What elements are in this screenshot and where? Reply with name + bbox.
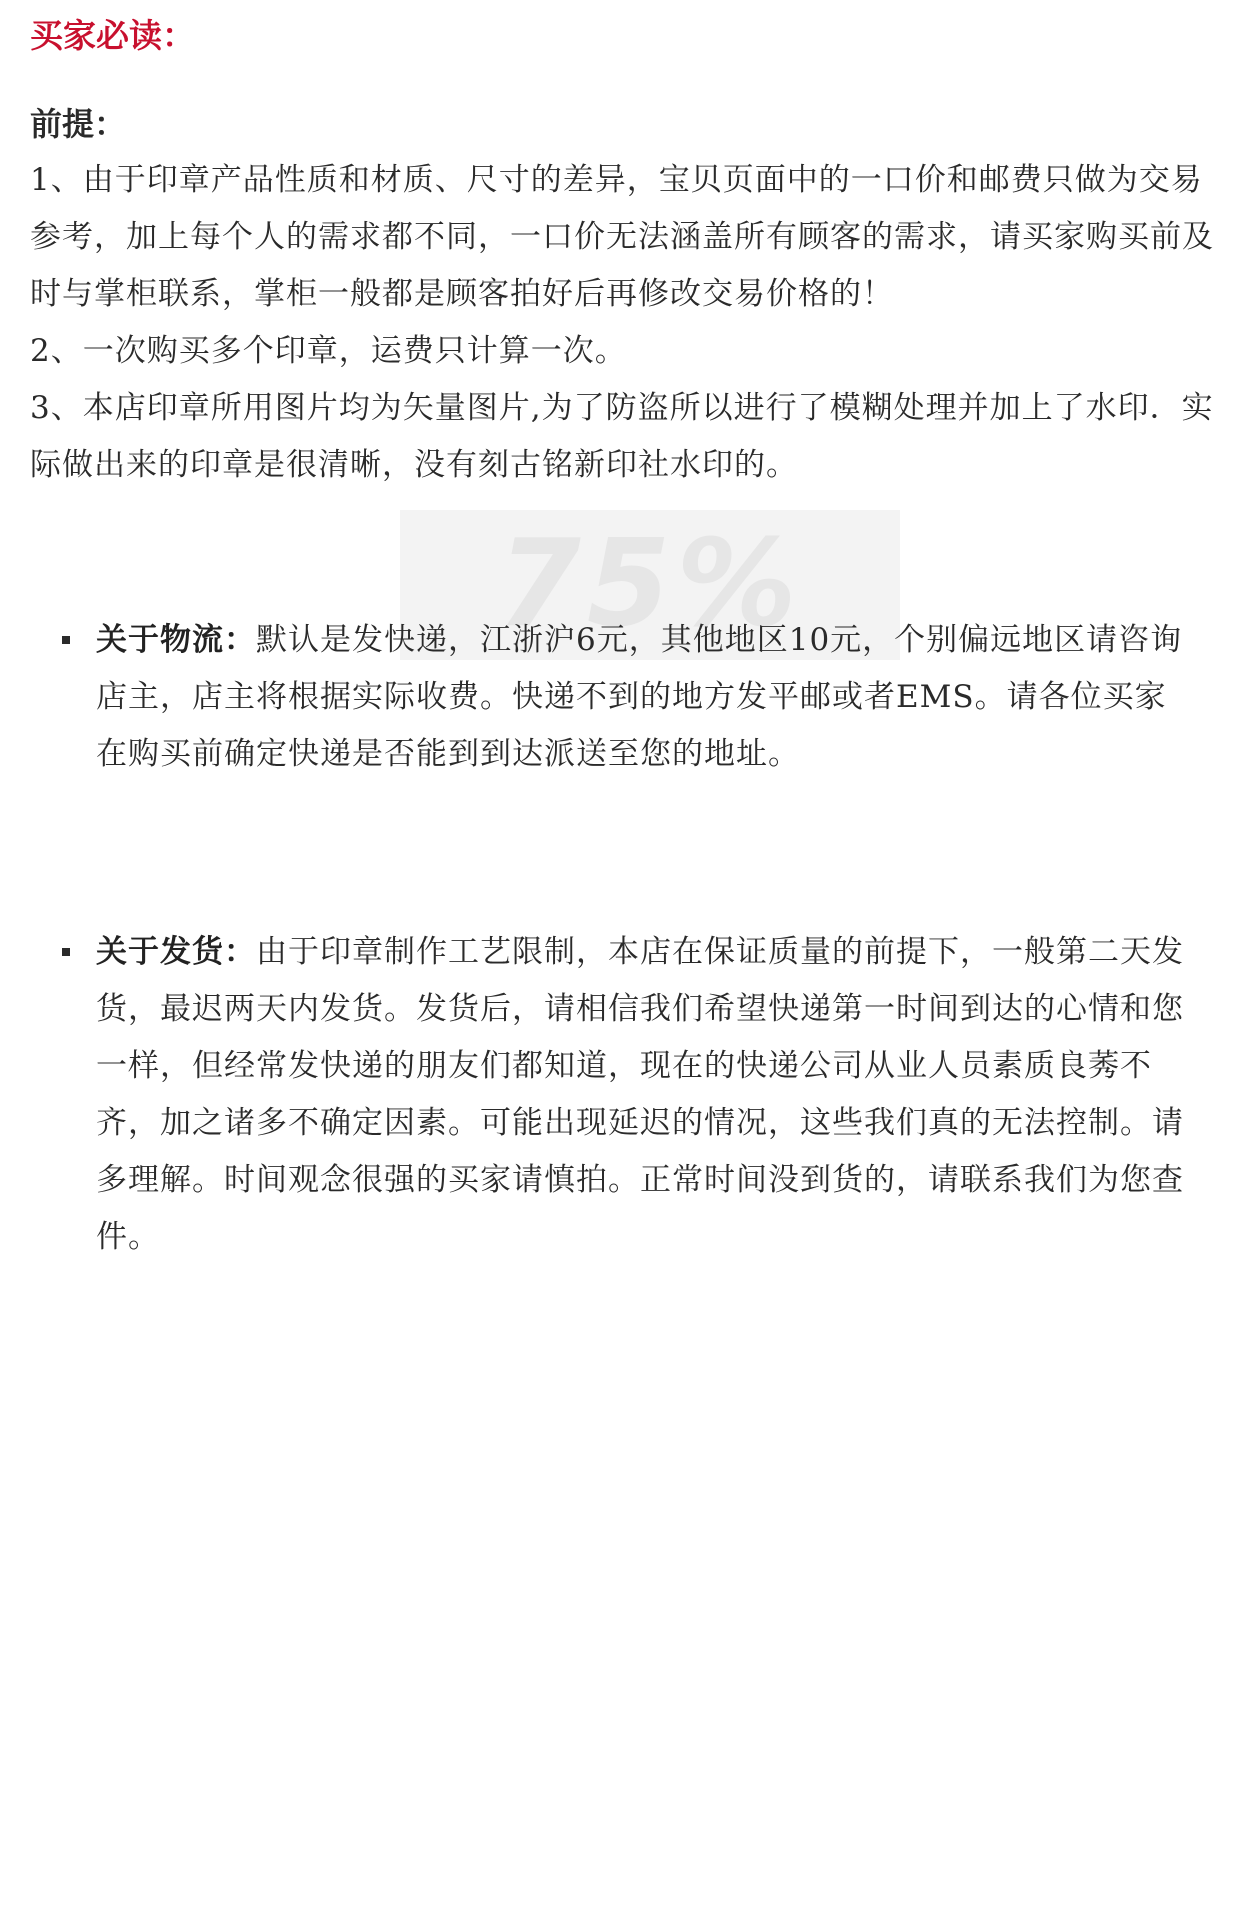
shipping-label: 关于发货：: [96, 934, 256, 970]
watermark: 75%: [400, 510, 900, 660]
shipping-text: 由于印章制作工艺限制，本店在保证质量的前提下，一般第二天发货，最迟两天内发货。发货后，请相信我们希望快递第一时间到达的心情和您一样，但经常发快递的朋友们都知道，现在的快递公司从业人员素质良莠不齐，加之诸多不确定因素。可能出现延迟的情况，这些我们真的无法控制。请多理解。时间观念很强的买家请慎拍。正常时间没到货的，请联系我们为您查件。: [96, 934, 1184, 1255]
bullet-marker: [62, 636, 70, 644]
premise-list: [30, 152, 1220, 494]
logistics-bullet: [96, 612, 1196, 783]
premise-item-3: 3、本店印章所用图片均为矢量图片,为了防盗所以进行了模糊处理并加上了水印．实际做出来的印章是很清晰，没有刻古铭新印社水印的。: [30, 390, 1214, 483]
logistics-text: 默认是发快递，江浙沪6元，其他地区10元，个别偏远地区请咨询店主，店主将根据实际收费。快递不到的地方发平邮或者EMS。请各位买家在购买前确定快递是否能到到达派送至您的地址。: [96, 622, 1183, 772]
shipping-bullet: [96, 924, 1196, 1266]
bullet-marker: [62, 948, 70, 956]
premise-item-1: 1、由于印章产品性质和材质、尺寸的差异，宝贝页面中的一口价和邮费只做为交易参考，加上每个人的需求都不同，一口价无法涵盖所有顾客的需求，请买家购买前及时与掌柜联系，掌柜一般都是顾客拍好后再修改交易价格的！: [30, 162, 1214, 312]
premise-title: 前提：: [30, 105, 127, 143]
notice-title: 买家必读：: [30, 16, 195, 55]
premise-item-2: 2、一次购买多个印章，运费只计算一次。: [30, 333, 627, 369]
logistics-label: 关于物流：: [96, 622, 256, 658]
